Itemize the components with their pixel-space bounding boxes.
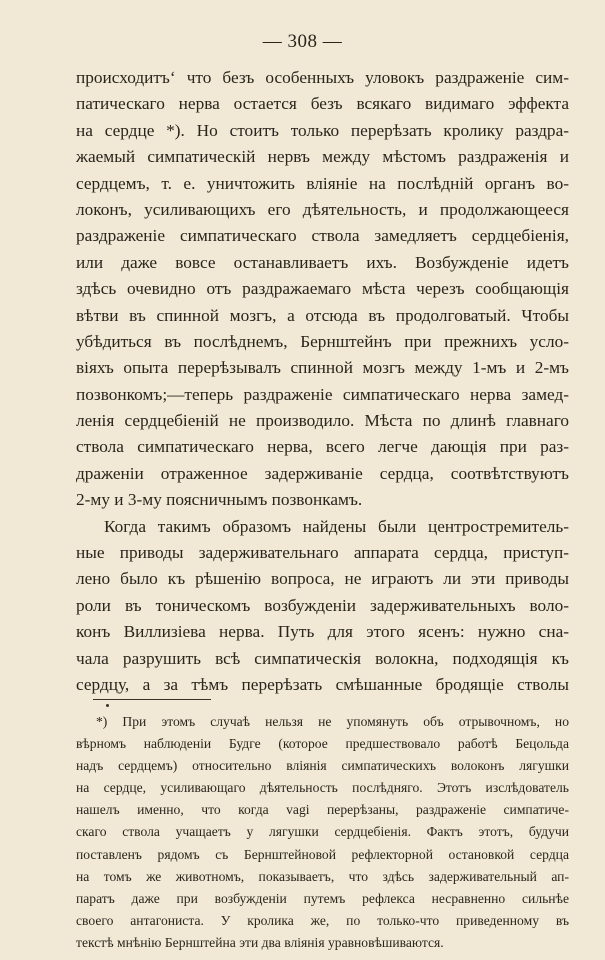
text-line: сердцемъ, т. е. уничтожить вліяніе на послѣдній органъ во- [76, 173, 569, 193]
text-line: происходитъ‘ что безъ особенныхъ уловокъ раздраженіе сим- [76, 68, 569, 87]
text-line: чала разрушить всѣ симпатическія волокна, подходящія къ [76, 648, 569, 668]
text-line: віяхъ опыта перерѣзывалъ спинной мозгъ между 1-мъ и 2-мъ [76, 358, 569, 378]
footnote-line: своего антагониста. У кролика же, по только-что приведенному въ [76, 912, 569, 928]
text-line: на сердце *). Но стоитъ только перерѣзать кролику раздра- [76, 120, 569, 140]
text-line: ленія сердцебіеній не производило. Мѣста по длинѣ главнаго [76, 411, 569, 431]
page-number: — 308 — [262, 31, 343, 52]
text-line: патическаго нерва остается безъ всякаго видимаго эффекта [76, 94, 569, 114]
footnote-line: на сердце, усиливающаго дѣятельность послѣдняго. Этотъ изслѣдователь [76, 780, 569, 796]
footnote-line: вѣрномъ наблюденіи Будге (которое предшествовало работѣ Бецольда [76, 736, 569, 752]
text-line: роли въ тоническомъ возбужденіи задерживательныхъ воло- [76, 595, 569, 615]
text-line: ствола симпатическаго нерва, всего легче дающія при раз- [76, 437, 569, 457]
footnote-line: текстѣ мнѣнію Бернштейна эти два вліянія уравновѣшиваются. [76, 934, 444, 950]
footnote-line: надъ сердцемъ) относительно вліянія симпатическихъ волоконъ лягушки [76, 758, 569, 774]
text-line: конъ Виллизіева нерва. Путь для этого ясенъ: нужно сна- [76, 622, 569, 642]
footnote-line: *) При этомъ случаѣ нельзя не упомянуть объ отрывочномъ, но [96, 714, 569, 729]
text-line: раздраженіе симпатическаго ствола замедляетъ сердцебіенія, [76, 226, 569, 246]
text-line: ные приводы задерживательнаго аппарата сердца, приступ- [76, 543, 569, 563]
text-line: жаемый симпатическій нервъ между мѣстомъ раздраженія и [76, 147, 569, 167]
footnote-line: поставленъ рядомъ съ Бернштейновой рефлекторной остановкой сердца [76, 846, 569, 862]
text-line: или даже вовсе останавливаетъ ихъ. Возбужденіе идетъ [76, 252, 569, 272]
body-text [76, 65, 569, 698]
paragraph-end-line: 2-му и 3-му поясничнымъ позвонкамъ. [76, 490, 363, 510]
footnote [76, 711, 569, 954]
text-line: лено было къ рѣшенію вопроса, не играютъ ли эти приводы [76, 569, 569, 589]
footnote-divider [93, 699, 211, 700]
text-line: драженіи отраженное задерживаніе сердца, соотвѣтствуютъ [76, 463, 569, 483]
paragraph-first-line: Когда такимъ образомъ найдены были центростремитель- [104, 516, 569, 536]
footnote-line: паратъ даже при возбужденіи путемъ рефлекса несравненно сильнѣе [76, 890, 569, 906]
footnote-marker-dot [106, 704, 109, 707]
footnote-line: скаго ствола учащаетъ у лягушки сердцебіенія. Фактъ этотъ, будучи [76, 824, 569, 840]
footnote-line: на томъ же животномъ, показываетъ, что здѣсь задерживательный ап- [76, 868, 569, 884]
text-line: вѣтви въ спинной мозгъ, а отсюда въ продолговатый. Чтобы [76, 305, 569, 325]
text-line: сердцу, а за тѣмъ перерѣзать смѣшанные бродящіе стволы [76, 674, 569, 694]
text-line: убѣдиться въ послѣднемъ, Бернштейнъ при прежнихъ усло- [76, 331, 569, 351]
text-line: локонъ, усиливающихъ его дѣятельность, и продолжающееся [76, 199, 569, 219]
text-line: позвонкомъ;—теперь раздраженіе симпатическаго нерва замед- [76, 384, 569, 404]
text-line: здѣсь очевидно отъ раздражаемаго мѣста черезъ сообщающія [76, 279, 569, 299]
footnote-line: нашелъ именно, что когда vagi перерѣзаны, раздраженіе симпатиче- [76, 802, 569, 818]
